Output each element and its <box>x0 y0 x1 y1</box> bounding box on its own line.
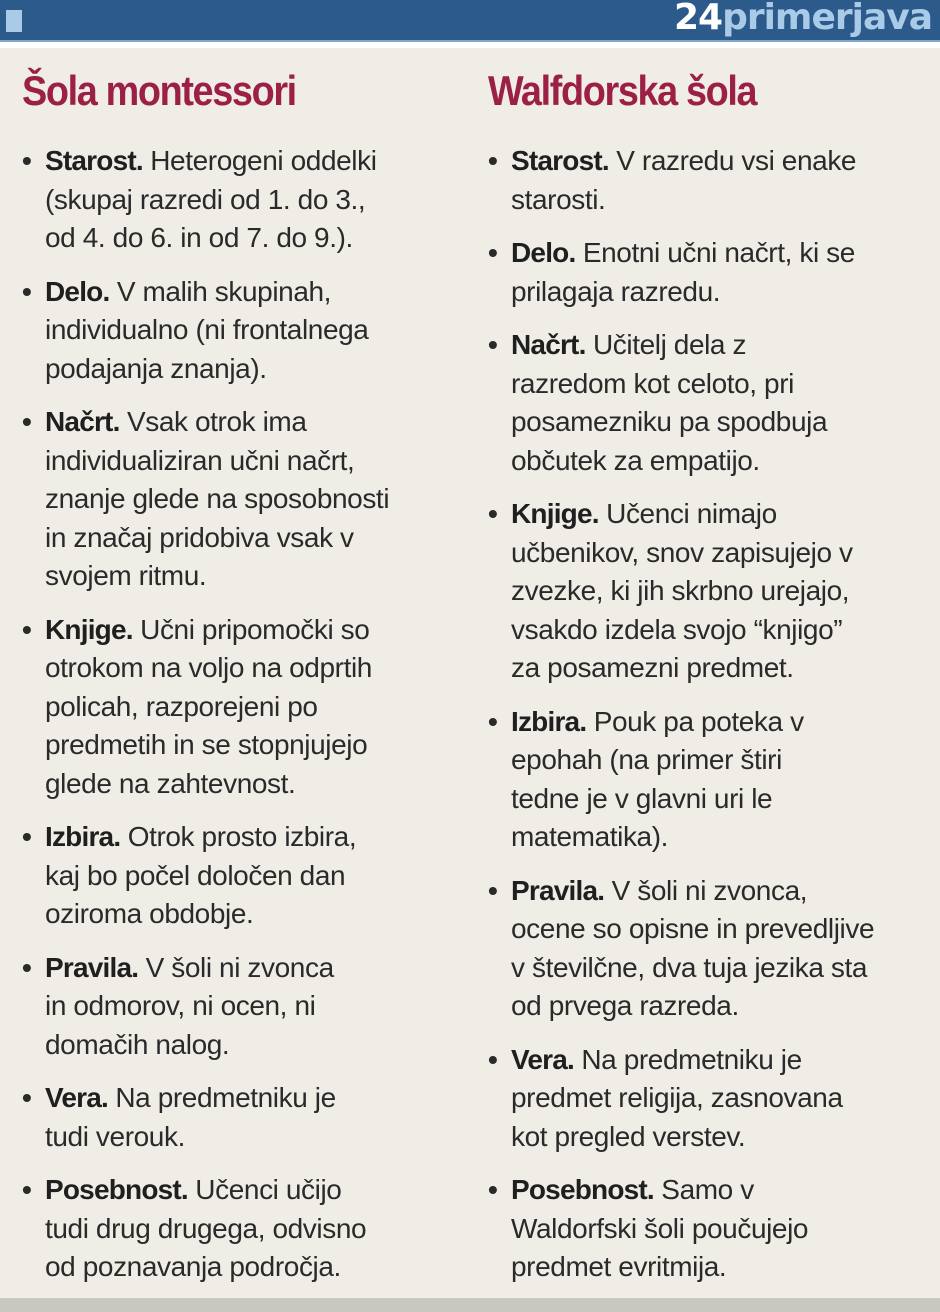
bullet-icon: • <box>22 821 32 852</box>
bullet-icon: • <box>488 498 498 529</box>
item-text-line: Otrok prosto izbira, <box>120 821 357 852</box>
item-text-line: od 4. do 6. in od 7. do 9.). <box>45 222 353 253</box>
bullet-icon: • <box>488 237 498 268</box>
list-item <box>22 403 462 596</box>
list-item <box>22 949 462 1065</box>
header-bar <box>0 0 940 42</box>
list-item <box>22 611 462 804</box>
item-list <box>488 142 928 1287</box>
item-label: Pravila. <box>45 951 139 983</box>
item-text-line: razredom kot celoto, pri <box>511 367 794 399</box>
item-text-line: učbenikov, snov zapisujejo v <box>511 536 853 568</box>
item-text-line: za posamezni predmet. <box>511 652 794 683</box>
bullet-icon: • <box>488 145 498 176</box>
list-item <box>488 1041 928 1157</box>
item-text-line: domačih nalog. <box>45 1028 230 1060</box>
bullet-icon: • <box>22 1174 32 1205</box>
item-text-line: Waldorfski šoli poučujejo <box>511 1212 809 1244</box>
list-item <box>22 273 462 389</box>
item-text-line: matematika). <box>511 821 669 852</box>
item-text-line: otrokom na voljo na odprtih <box>45 652 372 683</box>
list-item <box>22 142 462 258</box>
item-label: Pravila. <box>511 874 605 906</box>
item-text-line: in odmorov, ni ocen, ni <box>45 990 316 1021</box>
item-text-line: Učenci nimajo <box>598 498 777 529</box>
column-title: Šola montessori <box>22 67 296 114</box>
bullet-icon: • <box>22 406 32 437</box>
list-item <box>488 1171 928 1287</box>
item-text-line: predmetih in se stopnjujejo <box>45 729 368 760</box>
item-text-line: tudi verouk. <box>45 1120 185 1152</box>
bullet-icon: • <box>488 1174 498 1205</box>
list-item <box>488 872 928 1026</box>
item-text-line: svojem ritmu. <box>45 560 207 591</box>
item-label: Načrt. <box>45 406 120 437</box>
item-label: Delo. <box>45 275 110 307</box>
bullet-icon: • <box>22 613 32 645</box>
list-item <box>488 142 928 219</box>
divider <box>0 42 940 48</box>
item-text-line: od prvega razreda. <box>511 990 739 1021</box>
item-text-line: epohah (na primer štiri <box>511 744 782 775</box>
square-icon <box>6 10 22 32</box>
logo: 24primerjava <box>673 0 932 38</box>
item-text-line: V šoli ni zvonca <box>138 951 334 983</box>
item-text-line: Učenci učijo <box>187 1174 342 1205</box>
item-text-line: Učni pripomočki so <box>132 613 370 645</box>
item-label: Knjige. <box>511 498 599 529</box>
item-text-line: tedne je v glavni uri le <box>511 782 773 814</box>
item-text-line: Heterogeni oddelki <box>142 145 377 176</box>
item-text-line: tudi drug drugega, odvisno <box>45 1212 367 1244</box>
item-label: Vera. <box>45 1082 108 1113</box>
bullet-icon: • <box>22 145 32 176</box>
item-text-line: predmet evritmija. <box>511 1251 727 1282</box>
item-text-line: občutek za empatijo. <box>511 444 760 476</box>
item-text-line: vsakdo izdela svojo “knjigo” <box>511 613 843 645</box>
item-text-line: znanje glede na sposobnosti <box>45 483 390 514</box>
item-text-line: prilagaja razredu. <box>511 275 721 307</box>
column-title: Walfdorska šola <box>488 67 757 114</box>
item-text-line: Samo v <box>653 1174 754 1205</box>
column-waldorf <box>488 66 928 1302</box>
column-montessori <box>22 66 462 1302</box>
item-text-line: individualno (ni frontalnega <box>45 314 369 345</box>
list-item <box>22 818 462 934</box>
item-label: Starost. <box>45 145 143 176</box>
bullet-icon: • <box>22 275 32 307</box>
list-item <box>488 234 928 311</box>
list-item <box>488 326 928 480</box>
list-item <box>488 703 928 857</box>
item-text-line: individualiziran učni načrt, <box>45 444 355 476</box>
item-label: Starost. <box>511 145 609 176</box>
item-text-line: V šoli ni zvonca, <box>604 874 808 906</box>
item-list <box>22 142 462 1287</box>
item-text-line: posamezniku pa spodbuja <box>511 406 828 437</box>
item-text-line: glede na zahtevnost. <box>45 767 296 799</box>
item-label: Posebnost. <box>45 1174 188 1205</box>
item-text-line: Vsak otrok ima <box>119 406 307 437</box>
item-label: Izbira. <box>511 705 587 737</box>
bullet-icon: • <box>488 1043 498 1075</box>
item-text-line: Pouk pa poteka v <box>586 705 804 737</box>
bullet-icon: • <box>488 705 498 737</box>
item-text-line: in značaj pridobiva vsak v <box>45 521 354 553</box>
item-label: Delo. <box>511 237 576 268</box>
item-text-line: od poznavanja področja. <box>45 1251 341 1282</box>
bullet-icon: • <box>488 874 498 906</box>
item-label: Izbira. <box>45 821 121 852</box>
item-text-line: Na predmetniku je <box>107 1082 336 1113</box>
item-text-line: Učitelj dela z <box>585 329 747 360</box>
item-text-line: Na predmetniku je <box>573 1043 802 1075</box>
item-label: Knjige. <box>45 613 133 645</box>
bullet-icon: • <box>22 951 32 983</box>
item-text-line: starosti. <box>511 183 606 215</box>
item-text-line: kaj bo počel določen dan <box>45 859 346 891</box>
item-text-line: kot pregled verstev. <box>511 1120 746 1152</box>
item-text-line: (skupaj razredi od 1. do 3., <box>45 183 366 215</box>
item-text-line: ocene so opisne in prevedljive <box>511 913 875 944</box>
footer-strip <box>0 1298 940 1312</box>
item-label: Vera. <box>511 1043 574 1075</box>
item-text-line: V malih skupinah, <box>109 275 332 307</box>
item-text-line: v številčne, dva tuja jezika sta <box>511 951 868 983</box>
list-item <box>22 1171 462 1287</box>
item-label: Načrt. <box>511 329 586 360</box>
item-text-line: podajanja znanja). <box>45 352 267 384</box>
item-text-line: policah, razporejeni po <box>45 690 318 722</box>
list-item <box>488 495 928 688</box>
list-item <box>22 1079 462 1156</box>
item-label: Posebnost. <box>511 1174 654 1205</box>
item-text-line: V razredu vsi enake <box>608 145 857 176</box>
bullet-icon: • <box>22 1082 32 1113</box>
item-text-line: predmet religija, zasnovana <box>511 1082 843 1113</box>
item-text-line: Enotni učni načrt, ki se <box>575 237 855 268</box>
item-text-line: oziroma obdobje. <box>45 898 254 929</box>
bullet-icon: • <box>488 329 498 360</box>
item-text-line: zvezke, ki jih skrbno urejajo, <box>511 575 850 606</box>
